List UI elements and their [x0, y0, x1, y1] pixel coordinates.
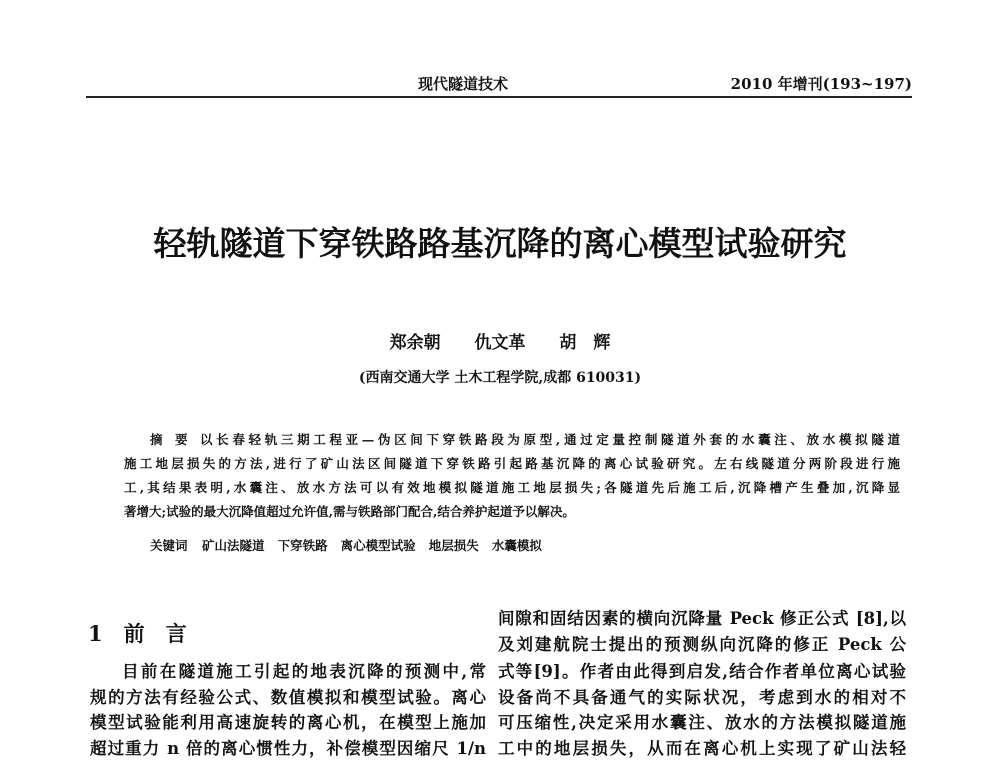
- abstract-line: 以长春轻轨三期工程亚—伪区间下穿铁路段为原型,通过定量控制隧道外套的水囊注、放水模拟隧道: [200, 432, 900, 447]
- abstract-line: 施工地层损失的方法,进行了矿山法区间隧道下穿铁路引起路基沉降的离心试验研究。左右线隧道分两阶段进行施: [124, 456, 900, 471]
- body-line: 目前在隧道施工引起的地表沉降的预测中,常: [122, 662, 486, 681]
- body-line: 及刘建航院士提出的预测纵向沉降的修正 Peck 公: [498, 635, 906, 654]
- abstract-line: 著增大;试验的最大沉降值超过允许值,需与铁路部门配合,结合养护起道予以解决。: [124, 504, 575, 519]
- body-line: 间隙和固结因素的横向沉降量 Peck 修正公式 [8],以: [498, 609, 906, 628]
- keywords-list: [202, 536, 542, 556]
- authors: [0, 328, 1000, 353]
- affiliation: (西南交通大学 土木工程学院,成都 610031): [358, 370, 642, 386]
- body-line: 模型试验能利用高速旋转的离心机，在模型上施加: [90, 713, 486, 732]
- section-heading: 1 前 言: [88, 621, 187, 646]
- body-line: 式等[9]。作者由此得到启发,结合作者单位离心试验: [498, 662, 906, 681]
- header-rule: [86, 96, 912, 98]
- abstract-line: 工,其结果表明,水囊注、放水方法可以有效地模拟隧道施工地层损失;各隧道先后施工后,沉降槽产生叠加,沉降显: [124, 480, 900, 495]
- keyword: 离心模型试验: [340, 538, 416, 553]
- body-line: 设备尚不具备通气的实际状况，考虑到水的相对不: [498, 688, 906, 707]
- body-line: 超过重力 n 倍的离心惯性力，补偿模型因缩尺 1/n: [90, 739, 486, 758]
- paper-title: 轻轨隧道下穿铁路路基沉降的离心模型试验研究: [153, 224, 847, 263]
- keyword: 矿山法隧道: [202, 538, 265, 553]
- author: 郑余朝: [389, 333, 441, 353]
- keyword: 地层损失: [428, 538, 479, 553]
- abstract-label: 摘 要: [150, 432, 188, 447]
- body-line: 规的方法有经验公式、数值模拟和模型试验。离心: [90, 688, 486, 707]
- body-line: 工中的地层损失，从而在离心机上实现了矿山法轻: [498, 739, 906, 758]
- author: 仇文革: [474, 333, 526, 353]
- keywords-label: 关键词: [150, 538, 188, 553]
- issue-info: 2010 年增刊(193~197): [730, 75, 912, 93]
- journal-name: 现代隧道技术: [418, 75, 509, 93]
- keyword: 水囊模拟: [491, 538, 542, 553]
- author: 胡 辉: [559, 333, 611, 353]
- body-line: 可压缩性,决定采用水囊注、放水的方法模拟隧道施: [498, 713, 906, 732]
- keyword: 下穿铁路: [277, 538, 328, 553]
